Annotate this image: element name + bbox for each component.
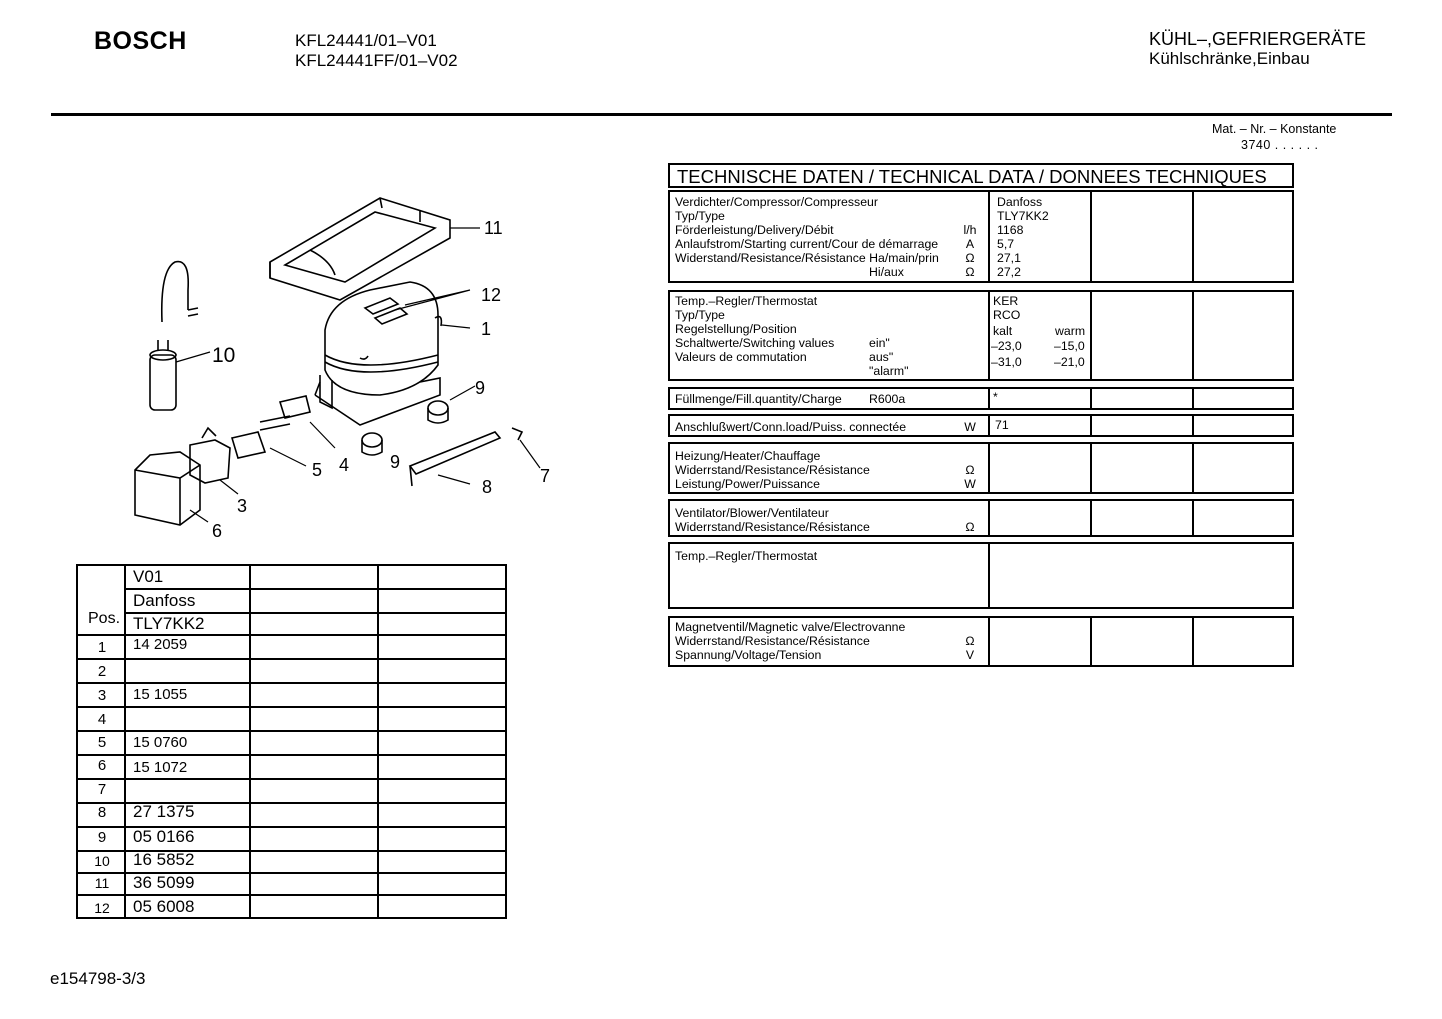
callout-8: 8: [482, 477, 493, 497]
aus-label: aus": [869, 350, 894, 364]
blower-label: Ventilator/Blower/Ventilateur: [675, 506, 829, 520]
power-label: Leistung/Power/Puissance: [675, 477, 820, 491]
alarm-label: "alarm": [869, 364, 909, 378]
table-row-part: 14 2059: [133, 636, 188, 653]
parts-table: [76, 564, 507, 919]
unit-ohm: Ω: [965, 265, 975, 279]
table-row-pos: 10: [94, 853, 110, 869]
table-row-pos: 8: [97, 804, 107, 821]
heater-section: [668, 442, 1294, 494]
unit-a: A: [965, 237, 975, 251]
callout-1: 1: [481, 319, 492, 339]
callout-11: 11: [484, 218, 503, 238]
thermostat-section: [668, 290, 1294, 381]
resistance-label: Widerrstand/Resistance/Résistance: [675, 463, 870, 477]
table-row-pos: 4: [97, 711, 107, 728]
table-row-part: 36 5099: [133, 873, 195, 892]
table-row-pos: 9: [97, 829, 107, 846]
blower-section: [668, 499, 1294, 537]
header-divider: [51, 113, 1392, 116]
callout-7: 7: [540, 466, 551, 486]
delivery-value: 1168: [997, 223, 1024, 237]
tech-data-title: TECHNISCHE DATEN / TECHNICAL DATA / DONNEES TECHNIQUES: [668, 163, 1294, 188]
commutation-label: Valeurs de commutation: [675, 350, 807, 364]
mounting-rail-part: [410, 428, 522, 486]
model-number-2: KFL24441FF/01–V02: [295, 51, 458, 70]
compressor-type: TLY7KK2: [997, 209, 1049, 223]
table-row-pos: 1: [97, 639, 107, 656]
variant-header: V01: [133, 567, 164, 586]
table-row-part: 16 5852: [133, 850, 195, 869]
table-row-part: 15 0760: [133, 734, 188, 751]
aus-warm-value: –21,0: [1054, 355, 1085, 369]
delivery-label: Förderleistung/Delivery/Débit: [675, 223, 834, 237]
unit-ohm: Ω: [965, 463, 975, 477]
unit-ohm: Ω: [965, 520, 975, 534]
callout-3: 3: [237, 496, 248, 516]
callout-9b: 9: [390, 452, 401, 472]
valve-section: [668, 616, 1294, 667]
unit-w: W: [964, 477, 976, 491]
switching-values-label: Schaltwerte/Switching values: [675, 336, 835, 350]
callout-10: 10: [212, 344, 236, 367]
type-header: TLY7KK2: [133, 614, 205, 633]
resistance-aux-label: Hi/aux: [869, 265, 904, 279]
position-kalt: kalt: [993, 324, 1013, 338]
category-subtitle: Kühlschränke,Einbau: [1149, 49, 1310, 68]
voltage-label: Spannung/Voltage/Tension: [675, 648, 822, 662]
type-label: Typ/Type: [675, 209, 725, 223]
charge-label: Füllmenge/Fill.quantity/Charge: [675, 392, 842, 406]
position-label: Regelstellung/Position: [675, 322, 797, 336]
starting-current-value: 5,7: [997, 237, 1015, 251]
compressor-maker: Danfoss: [997, 195, 1043, 209]
refrigerant-value: R600a: [869, 392, 906, 406]
table-row-pos: 2: [97, 663, 107, 680]
grommet-parts: [362, 401, 448, 455]
unit-ohm: Ω: [965, 634, 975, 648]
table-row-part: 27 1375: [133, 802, 195, 821]
table-row-pos: 3: [97, 687, 107, 704]
unit-v: V: [965, 648, 975, 662]
unit-w: W: [964, 420, 976, 434]
thermostat2-section: [668, 542, 1294, 609]
callout-4: 4: [339, 455, 350, 475]
mat-nr-label: Mat. – Nr. – Konstante: [1212, 122, 1337, 136]
conn-load-section: [668, 414, 1294, 437]
starting-current-label: Anlaufstrom/Starting current/Cour de démarrage: [675, 237, 939, 251]
charge-section: [668, 387, 1294, 410]
table-row-part: 15 1072: [133, 759, 188, 776]
table-row-part: 05 0166: [133, 827, 195, 846]
ein-kalt-value: –23,0: [991, 339, 1022, 353]
table-row-pos: 11: [94, 875, 110, 891]
mat-nr-value: 3740 . . . . . .: [1241, 138, 1319, 152]
callout-5: 5: [312, 460, 323, 480]
manufacturer-header: Danfoss: [133, 591, 196, 610]
conn-load-value: 71: [995, 418, 1009, 432]
unit-ohm: Ω: [965, 251, 975, 265]
resistance-main-label: Widerstand/Resistance/Résistance Ha/main/prin: [675, 251, 939, 265]
resistance-aux-value: 27,2: [997, 265, 1021, 279]
table-row-pos: 7: [97, 781, 107, 798]
exploded-parts-diagram: [120, 190, 560, 550]
resistance-label: Widerrstand/Resistance/Résistance: [675, 634, 870, 648]
ein-label: ein": [869, 336, 890, 350]
starter-relay-part: [190, 428, 230, 483]
callout-12: 12: [481, 285, 502, 305]
table-row-pos: 5: [97, 734, 107, 751]
compressor-part: [315, 282, 441, 425]
table-row-part: 15 1055: [133, 686, 188, 703]
aus-kalt-value: –31,0: [991, 355, 1022, 369]
table-row-part: 05 6008: [133, 897, 195, 916]
thermostat-type: RCO: [993, 308, 1021, 322]
pos-header: Pos.: [88, 610, 121, 627]
table-row-pos: 6: [97, 757, 107, 774]
capacitor-part: [150, 262, 198, 410]
category-title: KÜHL–,GEFRIERGERÄTE: [1149, 29, 1367, 49]
position-warm: warm: [1055, 324, 1086, 338]
type-label: Typ/Type: [675, 308, 725, 322]
valve-label: Magnetventil/Magnetic valve/Electrovanne: [675, 620, 906, 634]
conn-load-label: Anschlußwert/Conn.load/Puiss. connectée: [675, 420, 907, 434]
thermostat-maker: KER: [993, 294, 1019, 308]
compressor-section: [668, 190, 1294, 283]
table-row-pos: 12: [94, 900, 110, 916]
unit-lh: l/h: [963, 223, 977, 237]
drip-tray-part: [270, 198, 450, 300]
charge-value: *: [993, 390, 998, 404]
callout-9a: 9: [475, 378, 486, 398]
thermostat-label: Temp.–Regler/Thermostat: [675, 294, 818, 308]
resistance-label: Widerrstand/Resistance/Résistance: [675, 520, 870, 534]
model-number-1: KFL24441/01–V01: [295, 31, 437, 50]
brand-logo: BOSCH: [94, 27, 187, 55]
resistance-main-value: 27,1: [997, 251, 1021, 265]
ein-warm-value: –15,0: [1054, 339, 1085, 353]
document-id: e154798-3/3: [50, 969, 146, 988]
callout-6: 6: [212, 521, 223, 541]
compressor-label: Verdichter/Compressor/Compresseur: [675, 195, 878, 209]
heater-label: Heizung/Heater/Chauffage: [675, 449, 821, 463]
thermostat2-label: Temp.–Regler/Thermostat: [675, 549, 818, 563]
